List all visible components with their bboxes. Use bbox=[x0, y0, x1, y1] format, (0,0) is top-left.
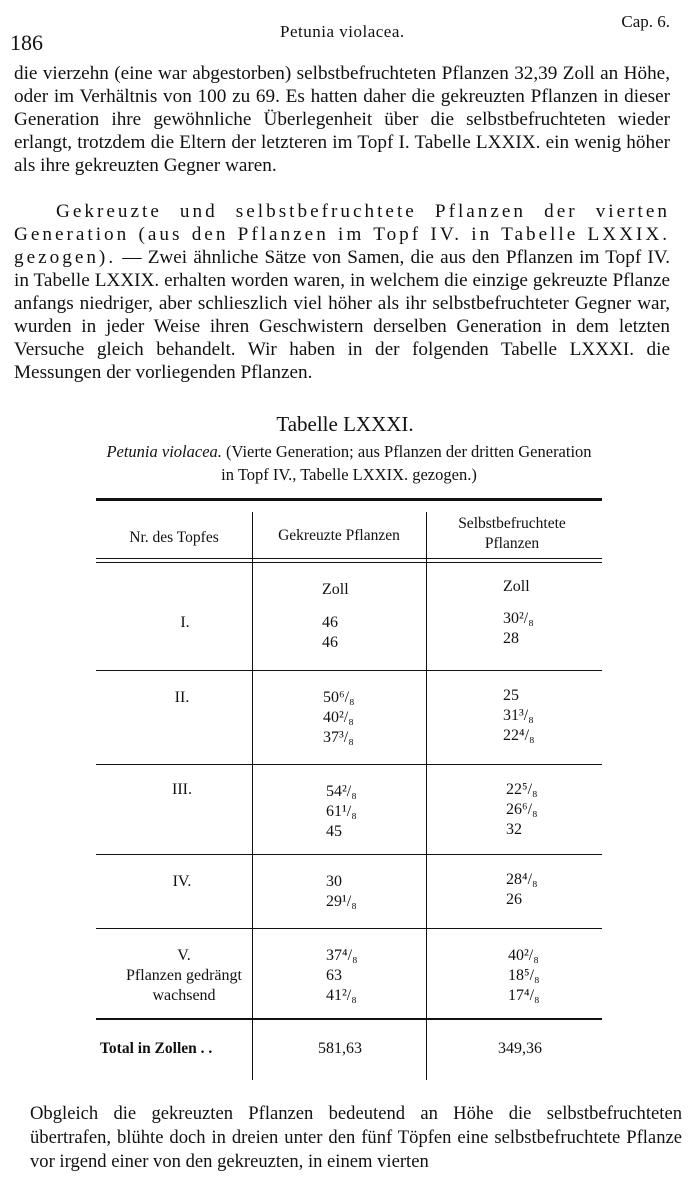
total-label: Total in Zollen . . bbox=[100, 1040, 213, 1057]
pot-2-self: 25 31³/₈ 22⁴/₈ bbox=[503, 687, 535, 744]
page-header bbox=[10, 12, 670, 55]
measurement-table bbox=[96, 498, 602, 1080]
caption-species: Petunia violacea. bbox=[106, 442, 222, 461]
total-self: 349,36 bbox=[498, 1040, 542, 1057]
table-header-rule bbox=[96, 558, 602, 559]
paragraph-1: die vierzehn (eine war abgestorben) selbstbefruchteten Pflanzen 32,39 Zoll an Höhe, oder im Verhältnis von 100 zu 69. Es hatten daher die gekreuzten Pflanzen in dieser Generation ihre gewöhnliche Überlegenheit über die selbstbefruchteten wieder erlangt, trotzdem die Eltern der letzteren im Topf I. Tabelle LXXIX. ein wenig höher als ihre gekreuzten Gegner waren. bbox=[14, 63, 670, 176]
pot-5-crossed: 37⁴/₈ 63 41²/₈ bbox=[326, 947, 358, 1004]
paragraph-3: Obgleich die gekreuzten Pflanzen bedeutend an Höhe die selbstbefruchteten übertrafen, blühte doch in dreien unter den fünf Töpfen eine selbstbefruchtete Pflanze vor irgend einer von den gekreuzten, in einem vierten bbox=[30, 1103, 682, 1172]
pot-4-self: 28⁴/₈ 26 bbox=[506, 871, 538, 908]
table-caption bbox=[44, 440, 654, 486]
caption-line-1: (Vierte Generation; aus Pflanzen der dritten Generation bbox=[221, 442, 592, 461]
pot-1-crossed: 46 46 bbox=[322, 614, 338, 651]
pot-2-label: II. bbox=[174, 689, 190, 706]
table-top-rule bbox=[96, 498, 602, 501]
paragraph-2 bbox=[14, 200, 670, 384]
row-divider-4 bbox=[96, 928, 602, 929]
pot-2-crossed: 50⁶/₈ 40²/₈ 37³/₈ bbox=[323, 689, 355, 746]
pot-5-label: V. Pflanzen gedrängt wachsend bbox=[126, 947, 242, 1004]
column-header-self: Selbstbefruchtete Pflanzen bbox=[458, 515, 566, 552]
pot-5-self: 40²/₈ 18⁵/₈ 17⁴/₈ bbox=[508, 947, 540, 1004]
pot-3-label: III. bbox=[172, 781, 192, 798]
pot-3-self: 22⁵/₈ 26⁶/₈ 32 bbox=[506, 781, 538, 838]
column-header-pot: Nr. des Topfes bbox=[129, 529, 219, 546]
pot-1-label: I. bbox=[180, 614, 190, 631]
pot-1-self: 30²/₈ 28 bbox=[503, 610, 534, 647]
running-title: Petunia violacea. bbox=[280, 22, 405, 41]
page-number: 186 bbox=[10, 30, 43, 55]
table-title: Tabelle LXXXI. bbox=[276, 412, 414, 436]
section-heading: Gekreuzte und selbstbefruchtete Pflanzen der vierten Generation (aus den Pflanzen im Topf IV. in Tabelle LXXIX. gezogen). bbox=[14, 201, 670, 268]
unit-crossed: Zoll bbox=[322, 581, 349, 598]
column-divider-2 bbox=[426, 512, 427, 1080]
paragraph-2-body: — Zwei ähnliche Sätze von Samen, die aus den Pflanzen im Topf IV. in Tabelle LXXIX. erhalten worden waren, in welchem die einzige gekreuzte Pflanze anfangs niedriger, aber schlieszlich viel höher als ihr selbstbefruchteter Gegner war, wurden in jeder Weise ihren Geschwistern derselben Generation in dem letzten Versuche gleich behandelt. Wir haben in der folgenden Tabelle LXXXI. die Messungen der vorliegenden Pflanzen. bbox=[14, 247, 670, 383]
unit-self: Zoll bbox=[503, 578, 530, 595]
pot-4-crossed: 30 29¹/₈ bbox=[326, 873, 357, 910]
caption-line-2: in Topf IV., Tabelle LXXIX. gezogen.) bbox=[221, 465, 477, 484]
row-divider-3 bbox=[96, 854, 602, 855]
row-divider-1 bbox=[96, 670, 602, 671]
table-header-rule-2 bbox=[96, 562, 602, 563]
column-header-crossed: Gekreuzte Pflanzen bbox=[278, 527, 400, 544]
row-divider-2 bbox=[96, 764, 602, 765]
pot-4-label: IV. bbox=[172, 873, 192, 890]
total-crossed: 581,63 bbox=[318, 1040, 362, 1057]
pot-3-crossed: 54²/₈ 61¹/₈ 45 bbox=[326, 783, 357, 840]
table-total-rule bbox=[96, 1018, 602, 1020]
chapter-label: Cap. 6. bbox=[621, 12, 670, 31]
